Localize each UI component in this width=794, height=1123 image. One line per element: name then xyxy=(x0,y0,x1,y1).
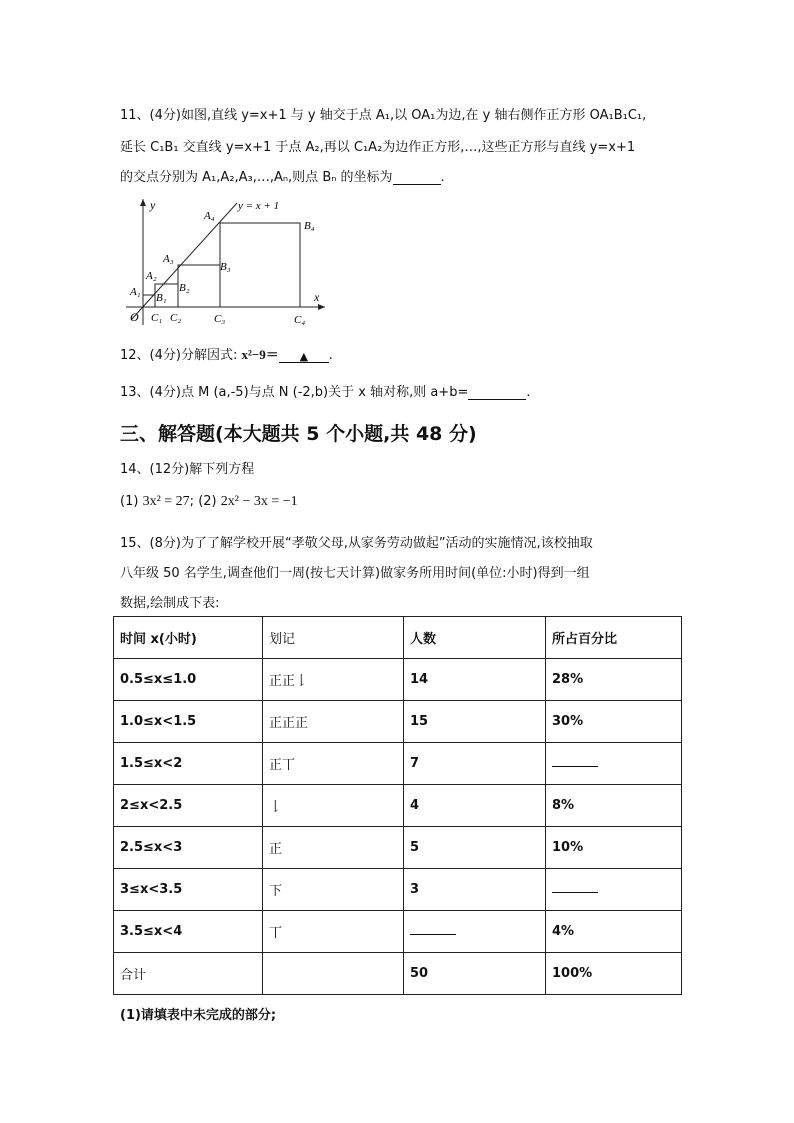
cell-percent-blank xyxy=(546,743,682,785)
cell-tally: 正 xyxy=(263,827,404,869)
point-a4: A₄ xyxy=(204,210,215,222)
section-heading: 三、解答题(本大题共 5 个小题,共 48 分) xyxy=(120,423,477,445)
cell-percent: 4% xyxy=(546,911,682,953)
table-row xyxy=(114,827,682,869)
cell-time: 0.5≤x≤1.0 xyxy=(114,659,263,701)
point-b4: B₄ xyxy=(304,220,315,232)
cell-tally: 𠄌 xyxy=(263,785,404,827)
cell-count: 50 xyxy=(404,953,546,995)
point-c2: C₂ xyxy=(170,312,182,324)
q14-part1-label: (1) xyxy=(120,494,139,509)
cell-count: 4 xyxy=(404,785,546,827)
x-axis-label: x xyxy=(314,290,320,304)
cell-count: 15 xyxy=(404,701,546,743)
header-time: 时间 x(小时) xyxy=(114,617,263,659)
answer-blank xyxy=(468,386,526,400)
q15-line3: 数据,绘制成下表: xyxy=(120,596,220,611)
table-row xyxy=(114,785,682,827)
answer-blank xyxy=(410,924,456,935)
cell-count: 14 xyxy=(404,659,546,701)
cell-time: 3.5≤x<4 xyxy=(114,911,263,953)
q12-end: . xyxy=(328,348,333,363)
q11-line3-text: 的交点分别为 A₁,A₂,A₃,…,Aₙ,则点 Bₙ 的坐标为 xyxy=(120,170,393,185)
cell-percent: 100% xyxy=(546,953,682,995)
point-b1: B₁ xyxy=(156,292,167,304)
q12-expression: x²−9＝ xyxy=(241,347,279,362)
cell-time: 1.0≤x<1.5 xyxy=(114,701,263,743)
cell-percent: 8% xyxy=(546,785,682,827)
answer-blank xyxy=(279,349,329,363)
y-axis-label: y xyxy=(150,198,156,212)
q14-equation-1: 3x² = 27 xyxy=(142,494,190,509)
cell-percent: 28% xyxy=(546,659,682,701)
cell-tally: 下 xyxy=(263,869,404,911)
point-c1: C₁ xyxy=(151,312,163,324)
origin-label: O xyxy=(130,310,139,324)
q14-title: 14、(12分)解下列方程 xyxy=(120,462,255,477)
q13-text: 13、(4分)点 M (a,-5)与点 N (-2,b)关于 x 轴对称,则 a+b= xyxy=(120,385,469,400)
q11-line3 xyxy=(120,166,445,185)
point-c3: C₃ xyxy=(214,313,226,325)
cell-percent-blank xyxy=(546,869,682,911)
point-a2: A₂ xyxy=(146,270,157,282)
point-c4: C₄ xyxy=(294,314,306,326)
line-equation-label: y = x + 1 xyxy=(238,200,280,212)
header-count: 人数 xyxy=(404,617,546,659)
q14-separator: ; xyxy=(189,494,195,509)
squares-figure xyxy=(120,195,330,330)
point-a3: A₃ xyxy=(163,253,174,265)
answer-blank xyxy=(393,171,441,185)
q14-part2-label: (2) xyxy=(198,494,217,509)
q12-text: 12、(4分)分解因式: xyxy=(120,348,238,363)
q14-equation-2: 2x² − 3x = −1 xyxy=(220,494,298,509)
table-row xyxy=(114,743,682,785)
answer-blank xyxy=(552,756,598,767)
cell-total-label: 合计 xyxy=(114,953,263,995)
point-b2: B₂ xyxy=(179,282,190,294)
cell-percent: 30% xyxy=(546,701,682,743)
cell-time: 1.5≤x<2 xyxy=(114,743,263,785)
table-header-row xyxy=(114,617,682,659)
point-b3: B₃ xyxy=(220,261,231,273)
table-total-row xyxy=(114,953,682,995)
triangle-marker-icon: ▲ xyxy=(299,350,309,363)
frequency-table xyxy=(113,616,682,995)
table-row xyxy=(114,701,682,743)
q11-line3-end: . xyxy=(440,170,445,185)
q13 xyxy=(120,381,531,400)
table-row xyxy=(114,869,682,911)
cell-count: 7 xyxy=(404,743,546,785)
cell-count-blank xyxy=(404,911,546,953)
q15-footer: (1)请填表中未完成的部分; xyxy=(120,1008,277,1023)
cell-tally: 正丅 xyxy=(263,743,404,785)
q15-line1: 15、(8分)为了了解学校开展“孝敬父母,从家务劳动做起”活动的实施情况,该校抽取 xyxy=(120,536,593,551)
answer-blank xyxy=(552,882,598,893)
q12 xyxy=(120,344,333,363)
q14-parts xyxy=(120,494,298,510)
q15-line2: 八年级 50 名学生,调查他们一周(按七天计算)做家务所用时间(单位:小时)得到一组 xyxy=(120,566,590,581)
q11-line1: 11、(4分)如图,直线 y=x+1 与 y 轴交于点 A₁,以 OA₁为边,在 y 轴右侧作正方形 OA₁B₁C₁, xyxy=(120,108,647,123)
cell-tally xyxy=(263,953,404,995)
point-a1: A₁ xyxy=(130,286,141,298)
cell-count: 5 xyxy=(404,827,546,869)
cell-time: 3≤x<3.5 xyxy=(114,869,263,911)
header-tally: 划记 xyxy=(263,617,404,659)
cell-tally: 正正正 xyxy=(263,701,404,743)
header-percent: 所占百分比 xyxy=(546,617,682,659)
cell-time: 2≤x<2.5 xyxy=(114,785,263,827)
table-row xyxy=(114,911,682,953)
cell-tally: 正正𠄌 xyxy=(263,659,404,701)
cell-time: 2.5≤x<3 xyxy=(114,827,263,869)
q13-end: . xyxy=(526,385,531,400)
cell-tally: 丅 xyxy=(263,911,404,953)
table-row xyxy=(114,659,682,701)
cell-percent: 10% xyxy=(546,827,682,869)
q11-line2: 延长 C₁B₁ 交直线 y=x+1 于点 A₂,再以 C₁A₂为边作正方形,…,这些正方形与直线 y=x+1 xyxy=(120,140,636,155)
cell-count: 3 xyxy=(404,869,546,911)
